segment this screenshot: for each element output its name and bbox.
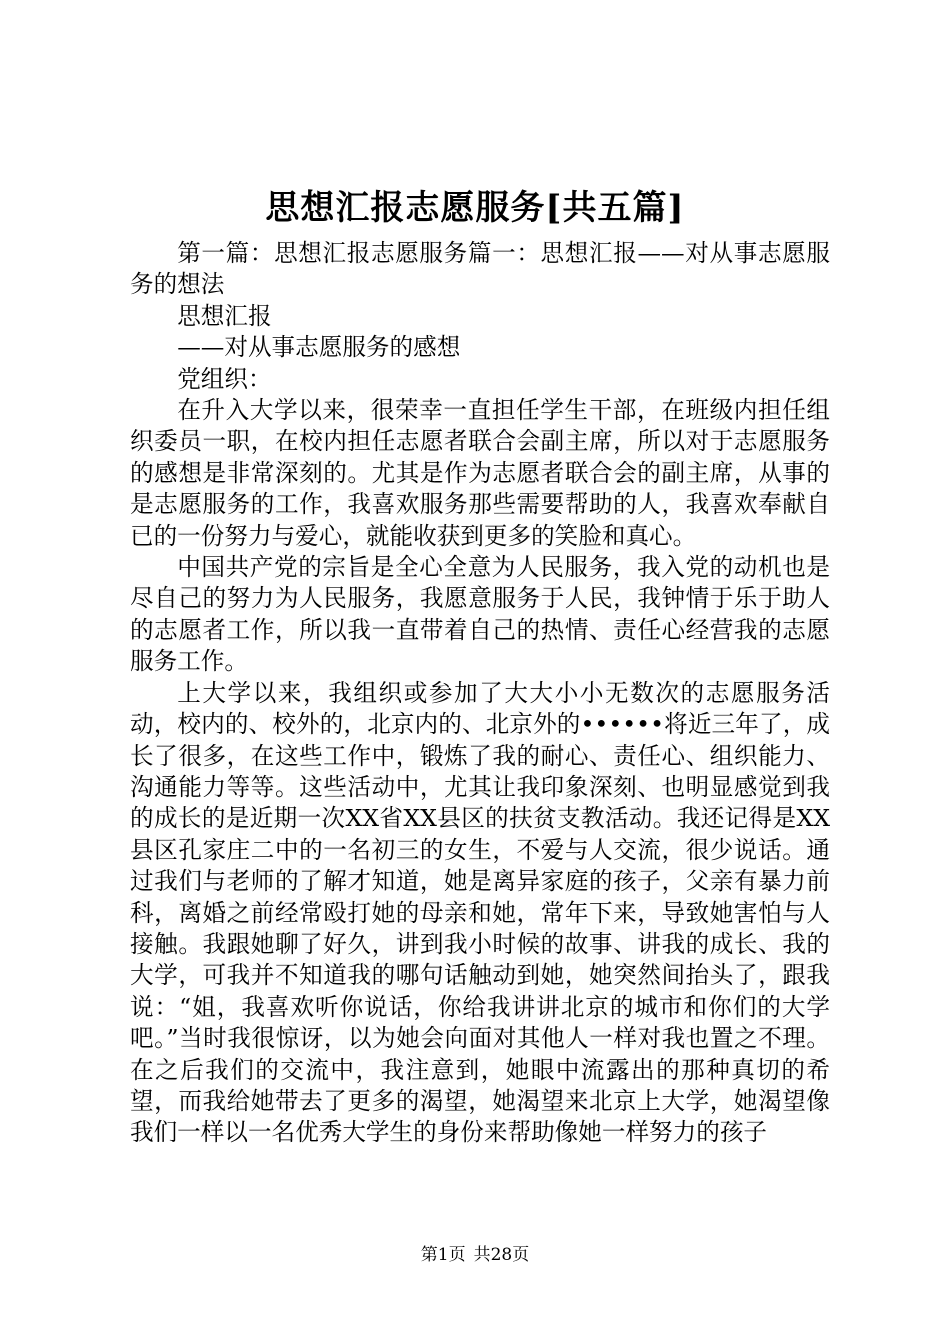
paragraph: ——对从事志愿服务的感想 [177, 333, 461, 362]
page-total: 共28页 [473, 1245, 530, 1265]
page-number: 第1页 [420, 1245, 466, 1265]
document-title: 思想汇报志愿服务[共五篇] [265, 188, 685, 228]
document-body [130, 238, 830, 1149]
page-footer [0, 1243, 950, 1267]
paragraph: 思想汇报 [177, 301, 272, 330]
paragraph: 中国共产党的宗旨是全心全意为人民服务，我入党的动机也是尽自己的努力为人民服务，我愿意服务于人民，我钟情于乐于助人的志愿者工作，所以我一直带着自己的热情、责任心经营我的志愿服务工作。 [130, 553, 830, 676]
paragraph: 上大学以来，我组织或参加了大大小小无数次的志愿服务活动，校内的、校外的，北京内的、北京外的••••••将近三年了，成长了很多，在这些工作中，锻炼了我的耐心、责任心、组织能力、沟通能力等等。这些活动中，尤其让我印象深刻、也明显感觉到我的成长的是近期一次XX省XX县区的扶贫支教活动。我还记得是XX县区孔家庄二中的一名初三的女生，不爱与人交流，很少说话。通过我们与老师的了解才知道，她是离异家庭的孩子，父亲有暴力前科，离婚之前经常殴打她的母亲和她，常年下来，导致她害怕与人接触。我跟她聊了好久，讲到我小时候的故事、讲我的成长、我的大学，可我并不知道我的哪句话触动到她，她突然间抬头了，跟我说：“姐，我喜欢听你说话，你给我讲讲北京的城市和你们的大学吧。”当时我很惊讶，以为她会向面对其他人一样对我也置之不理。在之后我们的交流中，我注意到，她眼中流露出的那种真切的希望，而我给她带去了更多的渴望，她渴望来北京上大学，她渴望像我们一样以一名优秀大学生的身份来帮助像她一样努力的孩子 [130, 678, 830, 1147]
paragraph: 党组织： [177, 364, 272, 393]
paragraph: 在升入大学以来，很荣幸一直担任学生干部，在班级内担任组织委员一职，在校内担任志愿者联合会副主席，所以对于志愿服务的感想是非常深刻的。尤其是作为志愿者联合会的副主席，从事的是志愿服务的工作，我喜欢服务那些需要帮助的人，我喜欢奉献自已的一份努力与爱心，就能收获到更多的笑脸和真心。 [130, 396, 830, 550]
paragraph: 第一篇：思想汇报志愿服务篇一：思想汇报——对从事志愿服务的想法 [130, 239, 830, 299]
